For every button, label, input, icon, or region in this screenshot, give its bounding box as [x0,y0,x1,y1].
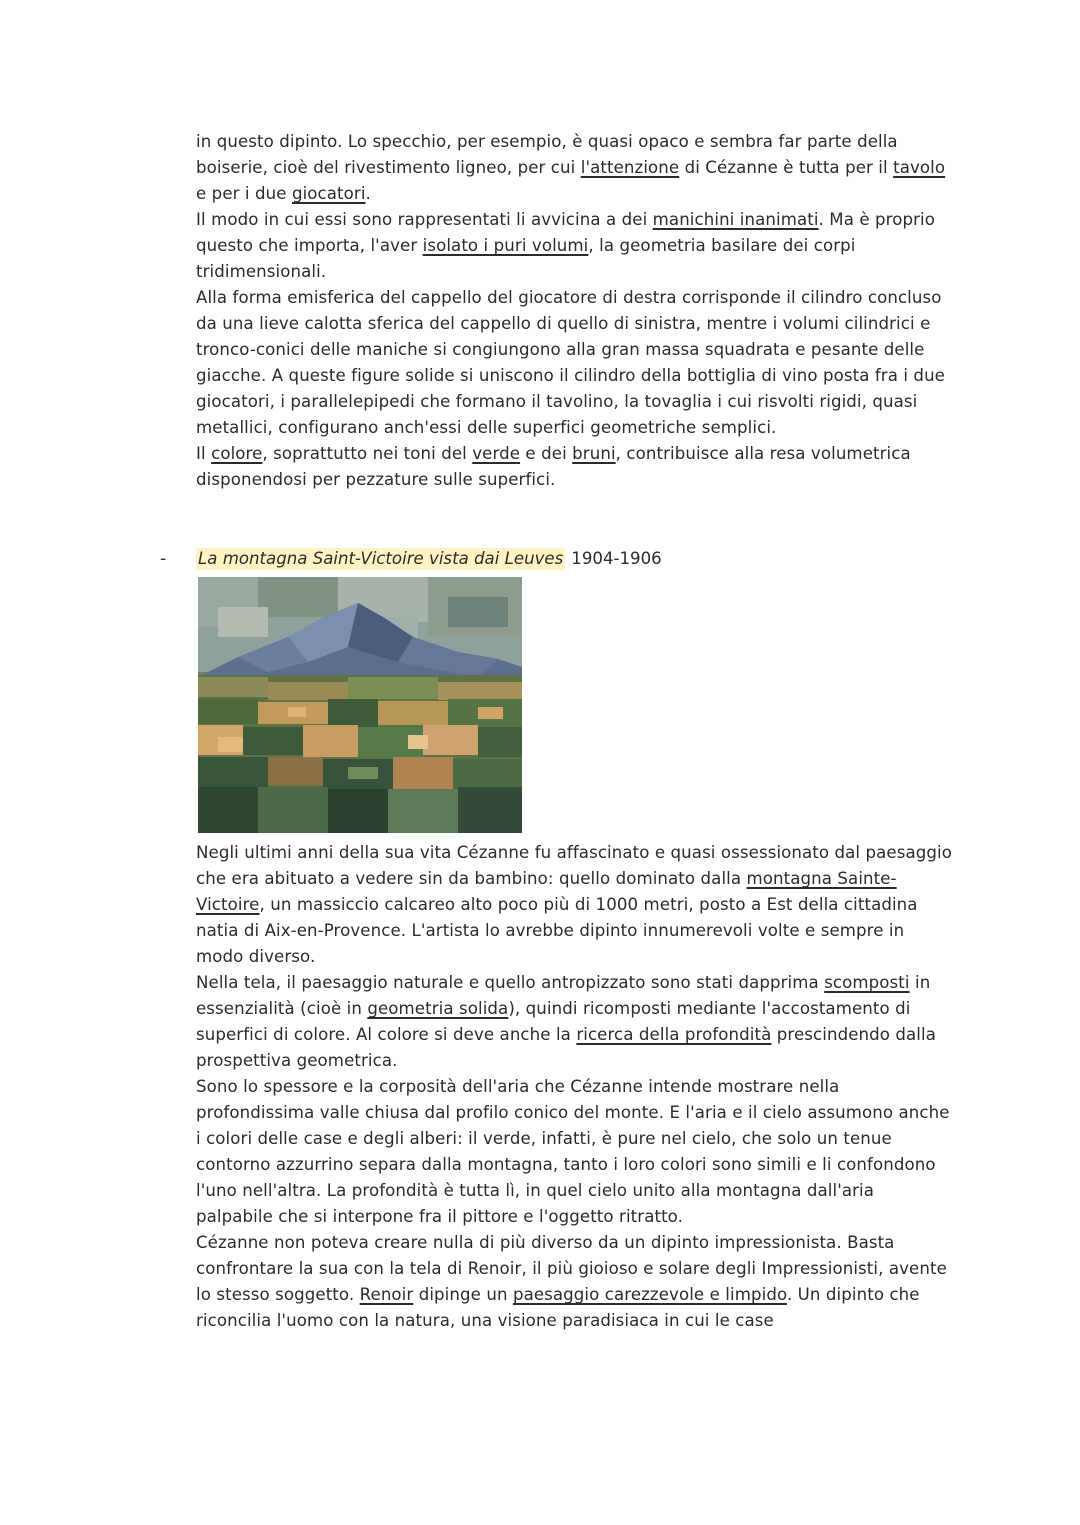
text-section-card-players [196,129,956,493]
text-run: , soprattutto nei toni del [262,444,473,463]
paragraph [196,840,956,970]
text-run: prescindendo dalla prospettiva geometrica. [196,1025,936,1070]
text-run: , contribuisce alla resa volumetrica disponendosi per pezzature sulle superfici. [196,444,911,489]
list-bullet: - [160,549,167,569]
text-run: . Ma è proprio questo che importa, l'aver [196,210,936,255]
artwork-heading [196,546,662,572]
text-run: dipinge un [413,1285,513,1304]
underlined-term: bruni [572,444,616,463]
artwork-title: La montagna Saint-Victoire vista dai Leuves [198,549,564,568]
underlined-term: manichini inanimati [652,210,819,229]
underlined-term: Renoir [359,1285,414,1304]
text-run: . Un dipinto che riconcilia l'uomo con la natura, una visione paradisiaca in cui le case [196,1285,920,1330]
underlined-term: colore [211,444,263,463]
text-run: Alla forma emisferica del cappello del giocatore di destra corrisponde il cilindro concluso da una lieve calotta sferica del cappello di quello di sinistra, mentre i volumi cilindrici e tronco-conici delle maniche si congiungono alla gran massa squadrata e pesante delle giacche. A queste figure solide si uniscono il cilindro della bottiglia di vino posta fra i due giocatori, i parallelepipedi che formano il tavolino, la tovaglia i cui risvolti rigidi, quasi metallici, configurano anch'essi delle superfici geometriche semplici. [196,288,945,437]
text-run: in essenzialità (cioè in [196,973,931,1018]
underlined-term: verde [472,444,521,463]
paragraph [196,207,956,285]
text-run: ), quindi ricomposti mediante l'accostamento di superfici di colore. Al colore si deve anche la [196,999,911,1044]
paragraph [196,1074,956,1230]
text-section-sainte-victoire [196,840,956,1334]
text-run: Sono lo spessore e la corposità dell'aria che Cézanne intende mostrare nella profondissima valle chiusa dal profilo conico del monte. E l'aria e il cielo assumono anche i colori delle case e degli alberi: il verde, infatti, è pure nel cielo, che solo un tenue contorno azzurrino separa dalla montagna, tanto i loro colori sono simili e li confondono l'uno nell'altra. La profondità è tutta lì, in quel cielo unito alla montagna dall'aria palpabile che si interpone fra il pittore e l'oggetto ritratto. [196,1077,950,1226]
underlined-term: tavolo [893,158,946,177]
text-run: e per i due [196,184,292,203]
text-run: , un massiccio calcareo alto poco più di 1000 metri, posto a Est della cittadina natia di Aix-en-Provence. L'artista lo avrebbe dipinto innumerevoli volte e sempre in modo diverso. [196,895,918,966]
paragraph [196,970,956,1074]
paragraph [196,129,956,207]
painting-image-mont-sainte-victoire [198,577,522,833]
text-run: , la geometria basilare dei corpi tridimensionali. [196,236,856,281]
underlined-term: montagna Sainte-Victoire [196,869,897,914]
paragraph [196,285,956,441]
underlined-term: ricerca della profondità [576,1025,772,1044]
underlined-term: scomposti [824,973,910,992]
artwork-years: 1904-1906 [571,549,662,568]
text-run: Cézanne non poteva creare nulla di più diverso da un dipinto impressionista. Basta confrontare la sua con la tela di Renoir, il più gioioso e solare degli Impressionisti, avente lo stesso soggetto. [196,1233,947,1304]
underlined-term: geometria solida [367,999,509,1018]
paragraph [196,1230,956,1334]
underlined-term: giocatori [291,184,366,203]
text-run: Il [196,444,212,463]
text-run: Negli ultimi anni della sua vita Cézanne fu affascinato e quasi ossessionato dal paesaggio che era abituato a vedere sin da bambino: quello dominato dalla [196,843,952,888]
underlined-term: l'attenzione [580,158,680,177]
text-run: Nella tela, il paesaggio naturale e quello antropizzato sono stati dapprima [196,973,825,992]
underlined-term: paesaggio carezzevole e limpido [512,1285,787,1304]
text-run: e dei [520,444,573,463]
text-run: Il modo in cui essi sono rappresentati li avvicina a dei [196,210,653,229]
text-run: . [365,184,371,203]
text-run: in questo dipinto. Lo specchio, per esempio, è quasi opaco e sembra far parte della boiserie, cioè del rivestimento ligneo, per cui [196,132,898,177]
underlined-term: isolato i puri volumi [422,236,589,255]
text-run: di Cézanne è tutta per il [679,158,894,177]
paragraph [196,441,956,493]
